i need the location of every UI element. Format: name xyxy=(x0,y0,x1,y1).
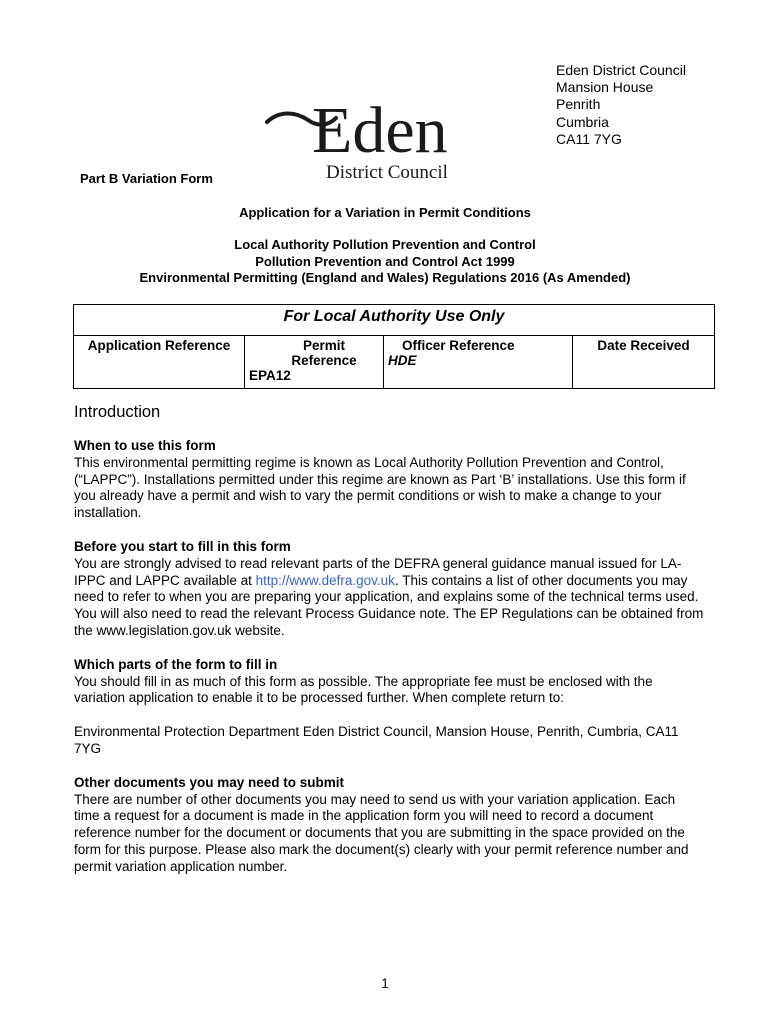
page-number: 1 xyxy=(381,976,389,991)
date-received-label: Date Received xyxy=(597,338,690,353)
address-line: Mansion House xyxy=(556,79,654,96)
before-heading: Before you start to fill in this form xyxy=(74,538,291,554)
logo-subtitle: District Council xyxy=(326,162,448,182)
address-line: Cumbria xyxy=(556,113,609,130)
when-text: This environmental permitting regime is known as Local Authority Pollution Prevention and Control, (“LAPPC”). Installations permitted under this regime are known as Part ‘B’ installations. Use this form if you already have a permit and wish to vary the permit conditions or wish to make a change to your installation. xyxy=(74,454,686,521)
authority-table-header: For Local Authority Use Only xyxy=(74,305,715,336)
which-text: You should fill in as much of this form as possible. The appropriate fee must be enclosed with the variation application to enable it to be processed further. When complete return to: xyxy=(74,673,653,706)
when-heading: When to use this form xyxy=(74,438,216,453)
permit-reference-cell xyxy=(245,336,384,389)
before-text-part: You are strongly advised to read relevant parts of the DEFRA general guidance manual issued for LA-IPPC and LAPPC available at xyxy=(74,555,682,588)
address-line: CA11 7YG xyxy=(556,130,622,147)
legislation-block xyxy=(0,237,770,287)
logo-wordmark: Eden xyxy=(312,94,448,167)
date-received-cell xyxy=(573,336,715,389)
legislation-line: Environmental Permitting (England and Wales) Regulations 2016 (As Amended) xyxy=(139,270,631,285)
return-address: Environmental Protection Department Eden District Council, Mansion House, Penrith, Cumbria, CA11 7YG xyxy=(74,724,679,756)
officer-reference-cell xyxy=(384,336,573,389)
legislation-line: Pollution Prevention and Control Act 1999 xyxy=(255,253,515,269)
permit-reference-value: EPA12 xyxy=(249,368,291,383)
before-text-part: . This contains a list of other documents you may need to refer to when you are preparing your application, and explains some of the technical terms used. You will also need to read the relevant Process Guidance note. The EP Regulations can be obtained from the www.legislation.gov.uk website. xyxy=(74,572,704,638)
defra-link[interactable]: http://www.defra.gov.uk xyxy=(255,572,395,588)
form-label: Part B Variation Form xyxy=(80,171,213,186)
other-documents-heading: Other documents you may need to submit xyxy=(74,774,345,790)
council-address xyxy=(556,62,686,148)
officer-reference-label: Officer Reference xyxy=(402,338,515,353)
authority-use-table xyxy=(73,304,715,389)
permit-reference-label: Permit Reference xyxy=(291,338,357,368)
address-line: Penrith xyxy=(556,96,601,113)
officer-reference-value: HDE xyxy=(388,353,417,368)
other-documents-text: There are number of other documents you may need to send us with your variation application. Each time a request for a document is made in the application form you will need to record a document reference number for the document or documents that you are submitting in the space provided on the form for this purpose. Please also mark the document(s) clearly with your permit reference number and permit variation application number. xyxy=(74,791,689,874)
application-reference-label: Application Reference xyxy=(87,338,231,353)
legislation-line: Local Authority Pollution Prevention and Control xyxy=(234,237,536,252)
address-line: Eden District Council xyxy=(556,62,686,78)
before-text xyxy=(74,556,704,640)
eden-district-council-logo xyxy=(262,86,498,182)
document-title: Application for a Variation in Permit Conditions xyxy=(239,205,531,220)
introduction-heading: Introduction xyxy=(74,403,161,421)
application-reference-cell xyxy=(74,336,245,389)
which-heading: Which parts of the form to fill in xyxy=(74,656,278,672)
introduction-section xyxy=(74,402,704,893)
